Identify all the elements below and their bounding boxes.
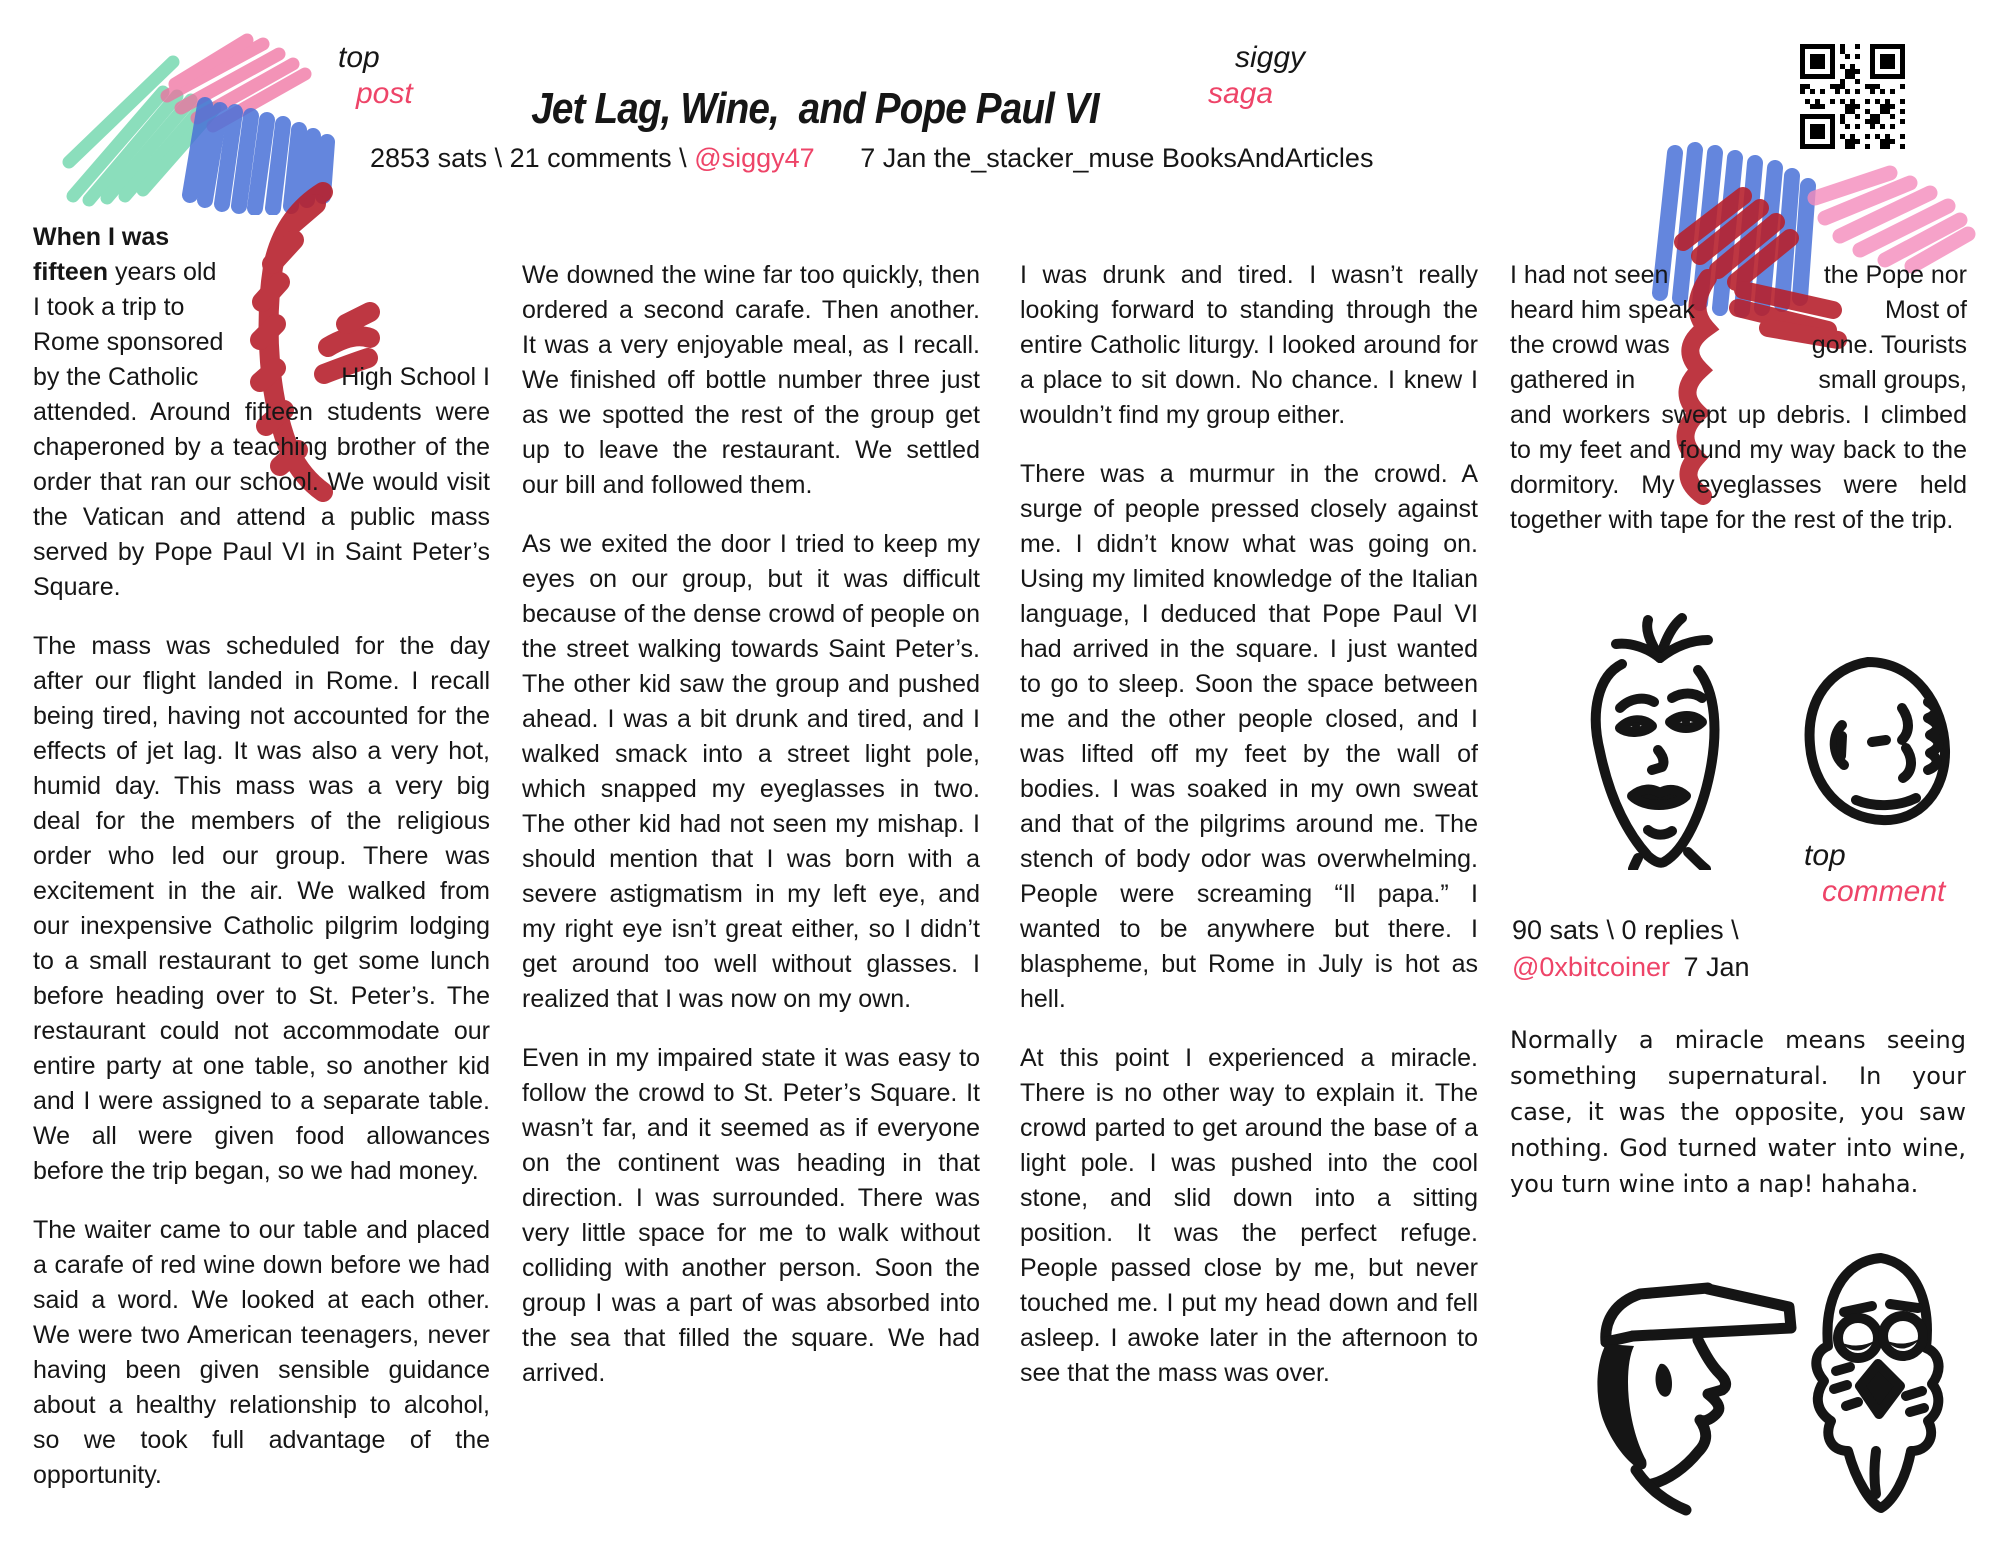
byline-stats: 2853 sats \ 21 comments \: [370, 143, 687, 173]
byline-date-info: 7 Jan the_stacker_muse BooksAndArticles: [860, 143, 1374, 173]
capped-man-drawing: [1548, 1262, 1806, 1545]
top-post-label: [338, 40, 413, 112]
col1-p1-line2: fifteen years old: [33, 258, 217, 286]
col4-paragraph-1-rest: and workers swept up debris. I climbed to my feet and found my way back to the dormitory. My eyeglasses were held together with tape for the rest of the trip.: [1510, 401, 1967, 534]
comment-meta: [1512, 912, 1750, 986]
col3-paragraph-2: There was a murmur in the crowd. A surge of people pressed closely against me. I didn’t know what was going on. Using my limited knowledge of the Italian language, I deduced that Pope Paul VI had arrived in the square. I just wanted to go to sleep. Soon the space between me and the other people closed, and I was lifted off my feet by the wall of bodies. I was soaked in my own sweat and that of the pilgrims around me. The stench of body odor was overwhelming. People were screaming “Il papa.” I wanted to be anywhere but there. I blaspheme, but Rome in July is hot as hell.: [1020, 460, 1478, 1013]
owl-face-drawing: [1786, 1246, 1968, 1545]
col1-p1-line4: Rome sponsored: [33, 328, 224, 356]
col1-paragraph-3: The waiter came to our table and placed a carafe of red wine down before we had said a word. We looked at each other. We were two American teenagers, never having been given sensible guidance about a healthy relationship to alcohol, so we took full advantage of the opportunity.: [33, 1216, 490, 1489]
top-post-line2: post: [356, 77, 413, 110]
col4-p1-line2: heard him speak Most of: [1510, 296, 1967, 324]
col4-p1-line4: gathered in small groups,: [1510, 366, 1967, 394]
col2-paragraph-2: As we exited the door I tried to keep my eyes on our group, but it was difficult because of the dense crowd of people on the street walking towards Saint Peter’s. The other kid saw the group and pushed ahead. I was a bit drunk and tired, and I walked smack into a street light pole, which snapped my eyeglasses in two. The other kid had not seen my mishap. I should mention that I was born with a severe astigmatism in my left eye, and my right eye isn’t great either, so I didn’t get around too well without glasses. I realized that I was now on my own.: [522, 530, 980, 1013]
comment-author-link[interactable]: @0xbitcoiner: [1512, 952, 1670, 982]
col4-p1-line3: the crowd was gone. Tourists: [1510, 331, 1967, 359]
qr-code: [1800, 44, 1905, 149]
col1-paragraph-1: [33, 220, 490, 395]
top-comment-label: [1790, 838, 1945, 910]
col1-p1-line3: I took a trip to: [33, 293, 185, 321]
article-column-1: [33, 220, 490, 1493]
col2-paragraph-1: We downed the wine far too quickly, then ordered a second carafe. Then another. It was a very enjoyable meal, as I recall. We finished off bottle number three just as we spotted the rest of the group get up to leave the restaurant. We settled our bill and followed them.: [522, 261, 980, 499]
round-face-drawing: [1790, 650, 1962, 840]
top-comment-line1: top: [1804, 839, 1846, 872]
strawberry-face-drawing: [1560, 612, 1765, 870]
col4-paragraph-1: [1510, 258, 1967, 398]
comment-text: Normally a miracle means seeing something supernatural. In your case, it was the opposite, you saw nothing. God turned water into wine, you turn wine into a nap! hahaha.: [1510, 1026, 1966, 1198]
col1-paragraph-2: The mass was scheduled for the day after our flight landed in Rome. I recall being tired, having not accounted for the effects of jet lag. It was also a very hot, humid day. This mass was a very big deal for the members of the religious order who led our group. There was excitement in the air. We walked from our inexpensive Catholic pilgrim lodging to a small restaurant to get some lunch before heading over to St. Peter’s. The restaurant could not accommodate our entire party at one table, so another kid and I were assigned to a separate table. We all were given food allowances before the trip began, so we had money.: [33, 632, 490, 1185]
col3-paragraph-3: At this point I experienced a miracle. There is no other way to explain it. The crowd parted to get around the base of a light pole. I was pushed into the cool stone, and slid down into a sitting position. It was the perfect refuge. People passed close by me, but never touched me. I put my head down and fell asleep. I awoke later in the afternoon to see that the mass was over.: [1020, 1044, 1478, 1387]
article-column-3: [1020, 258, 1478, 1391]
col1-p1-line5: by the Catholic High School I: [33, 363, 490, 391]
col4-p1-line1: I had not seen the Pope nor: [1510, 261, 1967, 289]
byline-author-link[interactable]: @siggy47: [694, 143, 815, 173]
page-title: Jet Lag, Wine, and Pope Paul VI: [531, 84, 1099, 133]
siggy-saga-line1: siggy: [1235, 41, 1306, 74]
col2-paragraph-3: Even in my impaired state it was easy to follow the crowd to St. Peter’s Square. It wasn’t far, and it seemed as if everyone on the continent was heading in that direction. I was surrounded. There was very little space for me to walk without colliding with another person. Soon the group I was a part of was absorbed into the sea that filled the square. We had arrived.: [522, 1044, 980, 1387]
comment-meta-line2: [1512, 949, 1750, 986]
top-comment-line2: comment: [1822, 875, 1946, 908]
byline: [370, 143, 1374, 174]
col1-paragraph-1-rest: attended. Around fifteen students were chaperoned by a teaching brother of the order that ran our school. We would visit the Vatican and attend a public mass served by Pope Paul VI in Saint Peter’s Square.: [33, 398, 490, 601]
siggy-saga-line2: saga: [1208, 77, 1274, 110]
siggy-saga-label: [1196, 40, 1305, 112]
col1-p1-line1: When I was: [33, 223, 170, 251]
comment-date: 7 Jan: [1683, 952, 1750, 982]
article-column-2: [522, 258, 980, 1391]
col3-paragraph-1: I was drunk and tired. I wasn’t really looking forward to standing through the entire Catholic liturgy. I looked around for a place to sit down. No chance. I knew I wouldn’t find my group either.: [1020, 261, 1478, 429]
article-column-4: [1510, 258, 1967, 538]
comment-meta-stats: 90 sats \ 0 replies \: [1512, 915, 1739, 945]
top-post-line1: top: [338, 41, 380, 74]
